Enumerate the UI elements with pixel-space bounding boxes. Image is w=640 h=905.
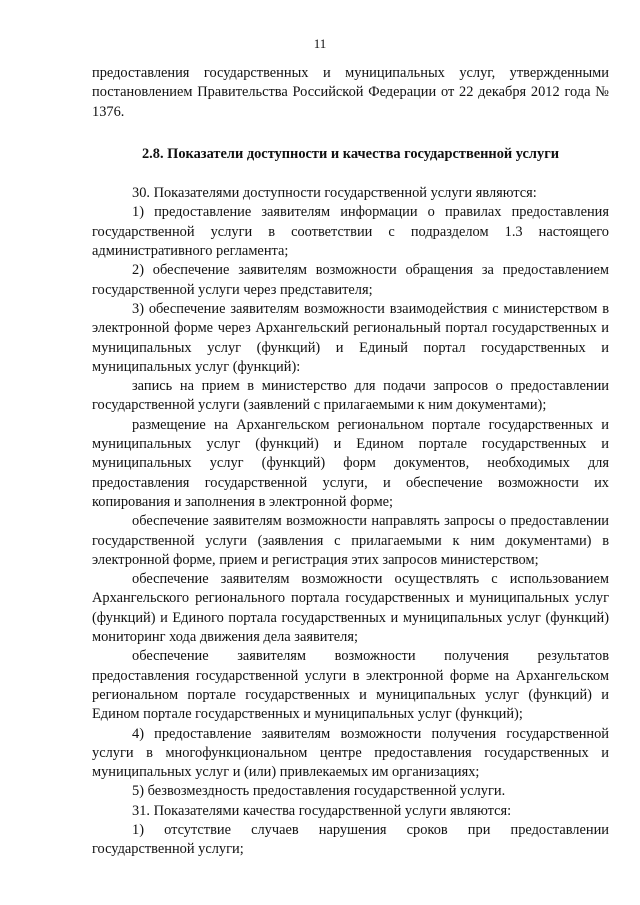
paragraph: 5) безвозмездность предоставления государственной услуги. <box>132 783 506 800</box>
paragraph: обеспечение заявителям возможности получения результатов предоставления государственной услуги в электронной форме на Архангельском региональном портале государственных и муниципальных услуг (функций) и Едином портале государственных и муниципальных услуг (функций); <box>92 648 609 723</box>
paragraph: обеспечение заявителям возможности направлять запросы о предоставлении государственной услуги (заявления с прилагаемыми к ним документами) в электронной форме, прием и регистрация этих запросов министерством; <box>92 513 609 568</box>
paragraph: 4) предоставление заявителям возможности получения государственной услуги в многофункциональном центре предоставления государственных и муниципальных услуг и (или) привлекаемых им организациях; <box>92 725 609 781</box>
paragraph: 1) отсутствие случаев нарушения сроков при предоставлении государственной услуги; <box>92 821 609 858</box>
paragraph: 30. Показателями доступности государственной услуги являются: <box>132 185 537 202</box>
paragraph: размещение на Архангельском региональном портале государственных и муниципальных услуг (функций) и Едином портале государственных и муниципальных услуг (функций) форм документов, необходимых для предоставления государственной услуги, и обеспечение возможности их копирования и заполнения в электронной форме; <box>92 416 609 510</box>
paragraph: обеспечение заявителям возможности осуществлять с использованием Архангельского регионального портала государственных и муниципальных услуг (функций) и Единого портала государственных и муниципальных услуг (функций) мониторинг хода движения дела заявителя; <box>92 571 609 646</box>
paragraph: 1) предоставление заявителям информации о правилах предоставления государственной услуги в соответствии с подразделом 1.3 настоящего административного регламента; <box>92 204 609 260</box>
intro-paragraph: предоставления государственных и муниципальных услуг, утвержденными постановлением Правительства Российской Федерации от 22 декабря 2012 года № 1376. <box>92 65 609 120</box>
page-number: 11 <box>313 36 327 51</box>
section-heading: 2.8. Показатели доступности и качества государственной услуги <box>141 145 560 162</box>
paragraph: 3) обеспечение заявителям возможности взаимодействия с министерством в электронной форме через Архангельский региональный портал государственных и муниципальных услуг (функций) и Единый портал государственных и муниципальных услуг (функций): <box>92 300 609 375</box>
document-body <box>92 64 609 860</box>
paragraph: запись на прием в министерство для подачи запросов о предоставлении государственной услуги (заявлений с прилагаемыми к ним документами); <box>92 378 609 414</box>
paragraph: 31. Показателями качества государственной услуги являются: <box>132 802 512 819</box>
paragraph: 2) обеспечение заявителям возможности обращения за предоставлением государственной услуги через представителя; <box>92 262 609 298</box>
